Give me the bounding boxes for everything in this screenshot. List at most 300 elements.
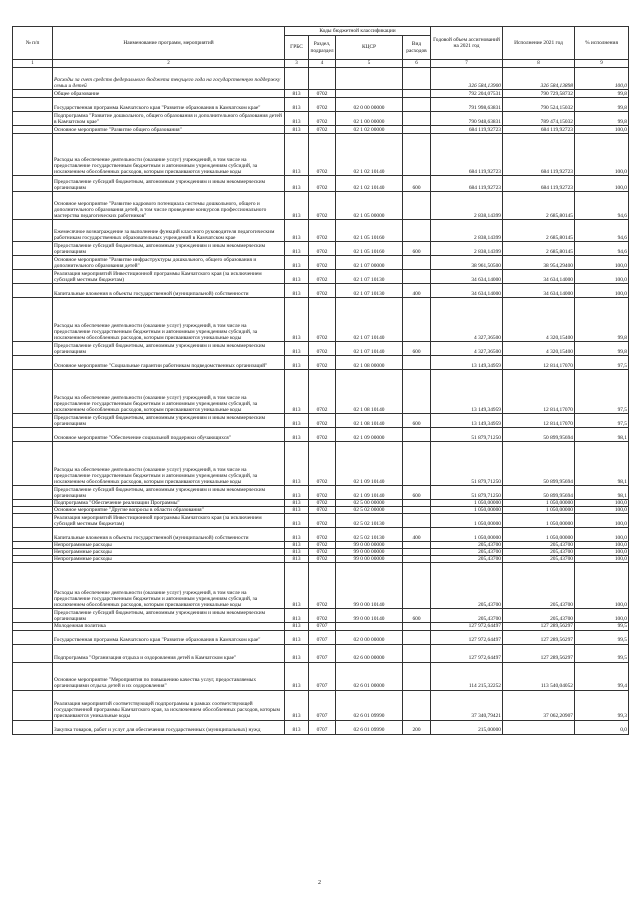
row-kcsr: 99 0 00 10140 [336,563,403,609]
table-row [13,500,629,507]
row-exec: 789 474,15032 [503,112,575,126]
row-vr [403,98,431,112]
row-number [13,192,53,220]
row-plan: 791 998,63831 [431,98,503,112]
table-row [13,176,629,192]
row-plan: 127 972,64497 [431,644,503,662]
row-pct: 100,0 [575,556,629,563]
table-row [13,270,629,284]
row-exec: 684 119,92723 [503,176,575,192]
row-number [13,609,53,623]
row-section: 0707 [309,623,336,630]
row-name: Основное мероприятие "Другие вопросы в области образования" [53,507,285,514]
row-pct: 99,3 [575,690,629,720]
row-section: 0702 [309,609,336,623]
table-row [13,507,629,514]
row-number [13,442,53,486]
row-kcsr: 02 1 08 10140 [336,370,403,414]
row-grbs: 813 [285,690,309,720]
row-grbs: 813 [285,623,309,630]
row-vr [403,192,431,220]
row-vr [403,549,431,556]
row-vr [403,256,431,270]
row-section: 0702 [309,98,336,112]
row-name: Непрограммные расходы [53,549,285,556]
row-section: 0702 [309,356,336,370]
row-pct: 99,4 [575,662,629,690]
table-row [13,192,629,220]
row-grbs: 813 [285,126,309,134]
row-kcsr: 99 0 00 00000 [336,542,403,549]
column-number: 3 [285,60,309,68]
row-number [13,690,53,720]
row-vr [403,662,431,690]
row-pct: 0,0 [575,720,629,734]
row-kcsr: 02 1 09 00000 [336,428,403,442]
row-plan: 205,43700 [431,563,503,609]
header-pct: % исполнения [575,27,629,60]
row-number [13,298,53,342]
row-exec: 50 899,95694 [503,428,575,442]
table-row [13,134,629,176]
table-row [13,644,629,662]
row-plan: 2 838,14399 [431,192,503,220]
row-exec: 4 320,15400 [503,342,575,356]
row-exec: 12 814,17070 [503,370,575,414]
row-number [13,242,53,256]
table-row [13,720,629,734]
row-section: 0702 [309,342,336,356]
row-vr [403,542,431,549]
budget-table [12,26,629,735]
row-pct: 99,8 [575,298,629,342]
row-name: Общее образование [53,90,285,98]
row-pct: 99,5 [575,630,629,644]
row-pct: 97,5 [575,370,629,414]
row-pct: 100,0 [575,134,629,176]
table-row [13,630,629,644]
row-number [13,126,53,134]
table-row [13,98,629,112]
row-vr: 600 [403,486,431,500]
row-kcsr: 02 1 07 10140 [336,342,403,356]
row-kcsr: 02 6 01 09990 [336,690,403,720]
row-pct: 100,0 [575,514,629,528]
column-number: 1 [13,60,53,68]
row-name: Реализация мероприятий Инвестиционной программы Камчатского края (за исключением субсидий местным бюджетам) [53,270,285,284]
row-plan: 127 972,64497 [431,623,503,630]
row-plan: 34 634,14000 [431,270,503,284]
row-grbs: 813 [285,609,309,623]
header-plan: Годовой объем ассигнований на 2021 год [431,27,503,60]
row-name: Основное мероприятие "Развитие кадрового потенциала системы дошкольного, общего и дополнительного образования детей, в том числе проведение конкурсов профессионального мастерства педагогических работников" [53,192,285,220]
row-grbs: 813 [285,270,309,284]
row-plan: 13 149,34959 [431,414,503,428]
table-row [13,90,629,98]
row-grbs: 813 [285,542,309,549]
row-grbs: 813 [285,514,309,528]
table-row [13,623,629,630]
row-number [13,176,53,192]
row-kcsr: 02 1 09 10140 [336,442,403,486]
row-kcsr: 02 1 09 10140 [336,486,403,500]
row-kcsr: 02 1 07 10140 [336,298,403,342]
budget-report-page [12,26,628,735]
row-name: Молодежная политика [53,623,285,630]
row-plan: 114 215,32252 [431,662,503,690]
row-name: Реализация мероприятий Инвестиционной программы Камчатского края (за исключением субсидий местным бюджетам) [53,514,285,528]
row-pct: 100,0 [575,542,629,549]
row-pct: 98,1 [575,442,629,486]
row-exec: 12 814,17070 [503,356,575,370]
row-plan: 215,00000 [431,720,503,734]
row-exec: 127 289,56297 [503,630,575,644]
row-number [13,220,53,242]
row-vr [403,112,431,126]
row-vr [403,356,431,370]
column-number: 5 [336,60,403,68]
row-name: Капитальные вложения в объекты государственной (муниципальной) собственности [53,528,285,542]
row-number [13,514,53,528]
row-kcsr: 02 1 08 10140 [336,414,403,428]
row-exec: 50 899,95694 [503,442,575,486]
row-name: Расходы за счет средств федерального бюджета текущего года на государственную поддержку семьи и детей [53,68,285,90]
row-pct: 94,6 [575,242,629,256]
row-grbs: 813 [285,256,309,270]
table-row [13,112,629,126]
row-kcsr: 02 6 00 00000 [336,644,403,662]
row-name: Расходы на обеспечение деятельности (оказание услуг) учреждений, в том числе на предоставление государственным бюджетным и автономным учреждениям субсидий, за исключением обособленных расходов, которым присваиваются уникальные коды [53,370,285,414]
row-grbs: 813 [285,500,309,507]
row-exec: 684 119,92723 [503,126,575,134]
row-plan: 2 838,14399 [431,242,503,256]
row-kcsr: 02 5 00 00000 [336,500,403,507]
row-section: 0702 [309,542,336,549]
row-vr: 600 [403,414,431,428]
row-vr: 200 [403,720,431,734]
row-vr [403,442,431,486]
row-number [13,98,53,112]
row-exec: 12 814,17070 [503,414,575,428]
row-exec: 34 634,14000 [503,270,575,284]
row-plan: 1 050,00000 [431,500,503,507]
row-number [13,68,53,90]
row-vr: 600 [403,342,431,356]
row-pct: 100,0 [575,507,629,514]
row-section: 0707 [309,690,336,720]
table-row [13,414,629,428]
row-section: 0702 [309,549,336,556]
row-exec: 205,43700 [503,563,575,609]
row-pct: 99,8 [575,98,629,112]
row-vr [403,428,431,442]
row-kcsr: 02 1 05 10160 [336,220,403,242]
row-section: 0707 [309,662,336,690]
row-exec: 2 685,80145 [503,192,575,220]
table-row [13,256,629,270]
row-pct: 99,8 [575,90,629,98]
row-number [13,630,53,644]
row-grbs: 813 [285,428,309,442]
column-number: 9 [575,60,629,68]
row-vr: 400 [403,284,431,298]
row-exec: 1 050,00000 [503,514,575,528]
row-plan: 790 948,63831 [431,112,503,126]
row-plan: 205,43700 [431,549,503,556]
table-row [13,549,629,556]
table-row [13,242,629,256]
row-kcsr: 02 5 02 10130 [336,514,403,528]
row-section: 0702 [309,556,336,563]
row-name: Подпрограмма "Организация отдыха и оздоровления детей в Камчатском крае" [53,644,285,662]
row-kcsr: 02 6 01 09990 [336,720,403,734]
row-vr [403,644,431,662]
row-exec: 127 289,56297 [503,623,575,630]
row-kcsr [336,623,403,630]
row-vr [403,630,431,644]
table-row [13,356,629,370]
row-vr: 600 [403,242,431,256]
row-number [13,256,53,270]
row-section: 0702 [309,176,336,192]
row-plan: 1 050,00000 [431,514,503,528]
row-exec: 1 050,00000 [503,500,575,507]
row-pct: 99,5 [575,623,629,630]
row-number [13,90,53,98]
row-vr [403,220,431,242]
row-grbs: 813 [285,370,309,414]
header-exec: Исполнение 2021 год [503,27,575,60]
table-row [13,662,629,690]
row-name: Предоставление субсидий бюджетным, автономным учреждениям и иным некоммерческим организациям [53,414,285,428]
row-section: 0702 [309,256,336,270]
row-name: Основное мероприятие "Социальные гарантии работникам подведомственных организаций" [53,356,285,370]
row-number [13,370,53,414]
row-pct: 100,0 [575,500,629,507]
row-exec: 1 050,00000 [503,507,575,514]
row-plan: 2 838,14399 [431,220,503,242]
row-section: 0702 [309,192,336,220]
row-kcsr: 02 1 05 00000 [336,192,403,220]
row-pct: 98,1 [575,428,629,442]
row-section: 0702 [309,284,336,298]
row-section: 0702 [309,500,336,507]
row-exec [503,720,575,734]
row-kcsr: 02 1 02 10140 [336,134,403,176]
row-section: 0707 [309,630,336,644]
row-grbs: 813 [285,284,309,298]
row-vr [403,126,431,134]
row-section: 0702 [309,514,336,528]
row-number [13,270,53,284]
row-pct: 100,0 [575,609,629,623]
row-kcsr: 02 1 02 00000 [336,126,403,134]
row-name: Реализация мероприятий соответствующей подпрограммы в рамках соответствующей государственной программы Камчатского края, за исключением обособленных расходов, которым присваиваются уникальные коды [53,690,285,720]
row-kcsr: 02 1 00 00000 [336,112,403,126]
row-kcsr: 02 1 07 00000 [336,256,403,270]
row-section: 0702 [309,414,336,428]
header-vr: Вид расходов [403,36,431,60]
page-number: 2 [318,880,321,886]
row-exec: 50 899,95694 [503,486,575,500]
row-pct: 100,0 [575,563,629,609]
row-plan: 1 050,00000 [431,507,503,514]
column-number: 8 [503,60,575,68]
table-row [13,342,629,356]
row-plan: 51 879,71250 [431,428,503,442]
row-vr [403,68,431,90]
column-number: 4 [309,60,336,68]
row-kcsr: 02 5 02 10130 [336,528,403,542]
table-row [13,514,629,528]
row-grbs: 813 [285,556,309,563]
row-grbs: 813 [285,356,309,370]
row-plan: 792 204,07531 [431,90,503,98]
table-body [13,68,629,735]
row-pct: 100,0 [575,549,629,556]
row-number [13,720,53,734]
row-section: 0702 [309,370,336,414]
header-num: № п/п [13,27,53,60]
row-name: Подпрограмма "Обеспечение реализации Программы" [53,500,285,507]
row-vr [403,690,431,720]
row-vr [403,500,431,507]
row-plan: 205,43700 [431,542,503,549]
row-plan: 684 119,92723 [431,126,503,134]
table-header [13,27,629,68]
row-grbs: 813 [285,220,309,242]
row-name: Непрограммные расходы [53,542,285,549]
row-vr [403,298,431,342]
row-exec: 37 062,20907 [503,690,575,720]
row-exec: 790 524,15032 [503,98,575,112]
row-section: 0702 [309,90,336,98]
row-pct: 97,5 [575,414,629,428]
row-plan: 684 119,92723 [431,176,503,192]
row-exec: 1 050,00000 [503,528,575,542]
table-row [13,428,629,442]
row-name: Непрограммные расходы [53,556,285,563]
table-row [13,220,629,242]
row-exec: 113 540,04052 [503,662,575,690]
row-name: Расходы на обеспечение деятельности (оказание услуг) учреждений, в том числе на предоставление государственным бюджетным и автономным учреждениям субсидий, за исключением обособленных расходов, которым присваиваются уникальные коды [53,442,285,486]
row-grbs: 813 [285,112,309,126]
row-number [13,414,53,428]
row-kcsr: 02 1 07 10130 [336,270,403,284]
table-row [13,68,629,90]
row-vr [403,370,431,414]
column-number: 6 [403,60,431,68]
table-row [13,370,629,414]
row-vr [403,623,431,630]
row-vr: 400 [403,528,431,542]
row-plan: 34 634,14000 [431,284,503,298]
row-section: 0702 [309,507,336,514]
table-row [13,563,629,609]
row-grbs [285,68,309,90]
row-section: 0702 [309,528,336,542]
row-pct: 100,0 [575,68,629,90]
row-vr: 600 [403,176,431,192]
table-row [13,486,629,500]
table-row [13,542,629,549]
row-name: Расходы на обеспечение деятельности (оказание услуг) учреждений, в том числе на предоставление государственным бюджетным и автономным учреждениям субсидий, за исключением обособленных расходов, которым присваиваются уникальные коды [53,134,285,176]
row-grbs: 813 [285,414,309,428]
row-kcsr: 02 6 01 00000 [336,662,403,690]
row-number [13,284,53,298]
row-number [13,356,53,370]
row-exec: 205,43700 [503,556,575,563]
row-number [13,342,53,356]
row-kcsr: 02 5 02 00000 [336,507,403,514]
row-exec: 4 320,15400 [503,298,575,342]
row-vr [403,134,431,176]
row-exec: 34 634,14000 [503,284,575,298]
row-section: 0702 [309,428,336,442]
row-exec: 326 584,13898 [503,68,575,90]
table-row [13,556,629,563]
row-section: 0702 [309,134,336,176]
row-number [13,134,53,176]
table-row [13,609,629,623]
row-section: 0702 [309,270,336,284]
row-number [13,662,53,690]
row-grbs: 813 [285,192,309,220]
row-pct: 99,8 [575,342,629,356]
row-section [309,68,336,90]
row-grbs: 813 [285,720,309,734]
row-name: Предоставление субсидий бюджетным, автономным учреждениям и иным некоммерческим организациям [53,342,285,356]
row-grbs: 813 [285,176,309,192]
row-plan: 51 879,71250 [431,442,503,486]
row-name: Основное мероприятие "Мероприятия по повышению качества услуг, предоставляемых организациями отдыха детей и их оздоровления" [53,662,285,690]
row-exec: 205,43700 [503,542,575,549]
row-grbs: 813 [285,342,309,356]
row-kcsr: 02 0 00 00000 [336,630,403,644]
row-name: Закупка товаров, работ и услуг для обеспечения государственных (муниципальных) нужд [53,720,285,734]
row-exec: 205,43700 [503,549,575,556]
row-grbs: 813 [285,298,309,342]
row-pct: 94,6 [575,192,629,220]
row-grbs: 813 [285,528,309,542]
row-pct: 100,0 [575,176,629,192]
header-codes-group: Коды бюджетной классификации [285,27,431,36]
row-plan: 127 972,64497 [431,630,503,644]
row-grbs: 813 [285,563,309,609]
row-vr [403,563,431,609]
row-kcsr: 99 0 00 10140 [336,609,403,623]
row-name: Предоставление субсидий бюджетным, автономным учреждениям и иным некоммерческим организациям [53,176,285,192]
row-section: 0707 [309,720,336,734]
row-plan: 1 050,00000 [431,528,503,542]
row-section: 0702 [309,220,336,242]
row-plan: 205,43700 [431,556,503,563]
row-exec: 38 954,29400 [503,256,575,270]
row-grbs: 813 [285,507,309,514]
row-kcsr: 99 0 00 00000 [336,556,403,563]
table-row [13,284,629,298]
row-vr [403,507,431,514]
row-kcsr [336,90,403,98]
row-grbs: 813 [285,98,309,112]
row-pct: 100,0 [575,270,629,284]
row-pct: 99,5 [575,644,629,662]
row-name: Ежемесячное вознаграждение за выполнение функций классного руководителя педагогическим работникам государственных образовательных учреждений в Камчатском крае [53,220,285,242]
header-section: Раздел, подраздел [309,36,336,60]
table-row [13,298,629,342]
row-plan: 4 327,36500 [431,342,503,356]
row-plan: 38 961,50500 [431,256,503,270]
